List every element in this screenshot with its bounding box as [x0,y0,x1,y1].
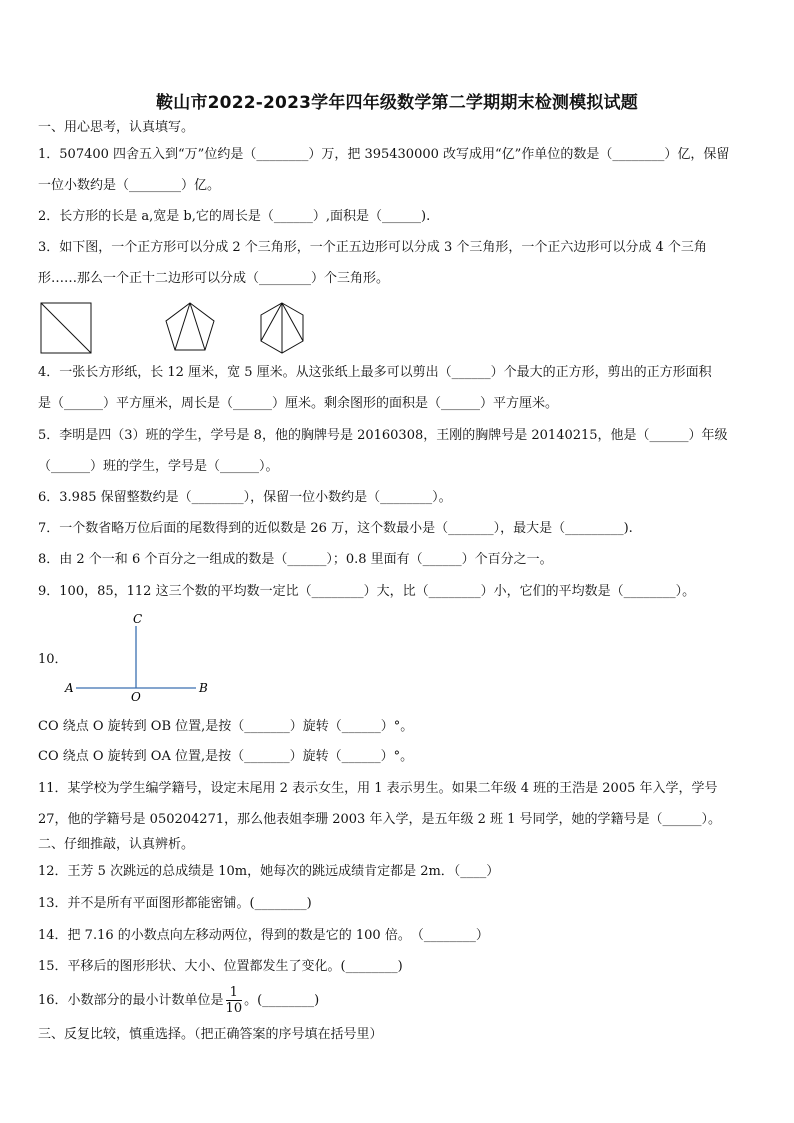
pentagon-figure [166,303,214,350]
label-a: A [65,681,74,695]
question-3-line-1: 3．如下图，一个正方形可以分成 2 个三角形，一个正五边形可以分成 3 个三角形，一个正六边形可以分成 4 个三角 [38,240,707,255]
fraction-numerator: 1 [226,985,243,1001]
question-3-line-2: 形……那么一个正十二边形可以分成（________）个三角形。 [38,271,390,286]
question-8: 8．由 2 个一和 6 个百分之一组成的数是（______）；0.8 里面有（______）个百分之一。 [38,552,553,567]
rotation-figure [60,610,220,702]
question-1-line-2: 一位小数约是（________）亿。 [38,178,221,193]
question-16-suffix: 。(________) [244,993,320,1008]
question-13: 13．并不是所有平面图形都能密铺。(________) [38,896,312,911]
question-1-line-1: 1．507400 四舍五入到“万”位约是（________）万，把 395430000 改写成用“亿”作单位的数是（________）亿，保留 [38,147,730,162]
question-10-number: 10． [38,652,68,667]
section-3-heading: 三、反复比较，慎重选择。（把正确答案的序号填在括号里） [38,1027,383,1042]
question-16-prefix: 16．小数部分的最小计数单位是 [38,993,224,1008]
question-10-line-1: CO 绕点 O 旋转到 OB 位置,是按（_______）旋转（______）°。 [38,719,414,734]
hexagon-figure [261,303,303,353]
fraction-one-tenth [226,985,243,1016]
label-o: O [131,690,141,702]
question-16 [38,985,319,1016]
question-10-line-2: CO 绕点 O 旋转到 OA 位置,是按（_______）旋转（______）°。 [38,749,414,764]
section-1-heading: 一、用心思考，认真填写。 [38,120,195,135]
label-b: B [199,681,208,695]
question-14: 14．把 7.16 的小数点向左移动两位，得到的数是它的 100 倍。 （________） [38,928,489,943]
question-9: 9．100，85，112 这三个数的平均数一定比（________）大，比（________）小，它们的平均数是（________）。 [38,584,696,599]
question-2: 2．长方形的长是 a,宽是 b,它的周长是（______）,面积是（______). [38,209,431,224]
square-figure [41,303,91,353]
question-7: 7．一个数省略万位后面的尾数得到的近似数是 26 万，这个数最小是（_______），最大是（_________). [38,521,633,536]
section-2-heading: 二、仔细推敲，认真辨析。 [38,837,195,852]
polygon-figures [38,300,328,360]
question-12: 12．王芳 5 次跳远的总成绩是 10m，她每次的跳远成绩肯定都是 2m．（____） [38,864,500,879]
question-15: 15．平移后的图形形状、大小、位置都发生了变化。(________) [38,959,403,974]
question-4-line-1: 4．一张长方形纸，长 12 厘米，宽 5 厘米。从这张纸上最多可以剪出（______）个最大的正方形，剪出的正方形面积 [38,365,712,380]
page-title: 鞍山市2022-2023学年四年级数学第二学期期末检测模拟试题 [156,93,638,113]
question-5-line-1: 5．李明是四（3）班的学生，学号是 8，他的胸牌号是 20160308，王刚的胸牌号是 20140215，他是（______）年级 [38,428,728,443]
question-6: 6．3.985 保留整数约是（________），保留一位小数约是（________）。 [38,490,452,505]
label-c: C [133,612,143,626]
fraction-denominator: 10 [225,1001,243,1016]
question-5-line-2: （______）班的学生，学号是（______）。 [38,459,279,474]
question-4-line-2: 是（______）平方厘米，周长是（______）厘米。剩余图形的面积是（______）平方厘米。 [38,396,559,411]
question-11-line-2: 27，他的学籍号是 050204271，那么他表姐李珊 2003 年入学，是五年级 2 班 1 号同学，她的学籍号是（______）。 [38,812,722,827]
question-11-line-1: 11．某学校为学生编学籍号，设定末尾用 2 表示女生，用 1 表示男生。如果二年级 4 班的王浩是 2005 年入学，学号 [38,781,718,796]
